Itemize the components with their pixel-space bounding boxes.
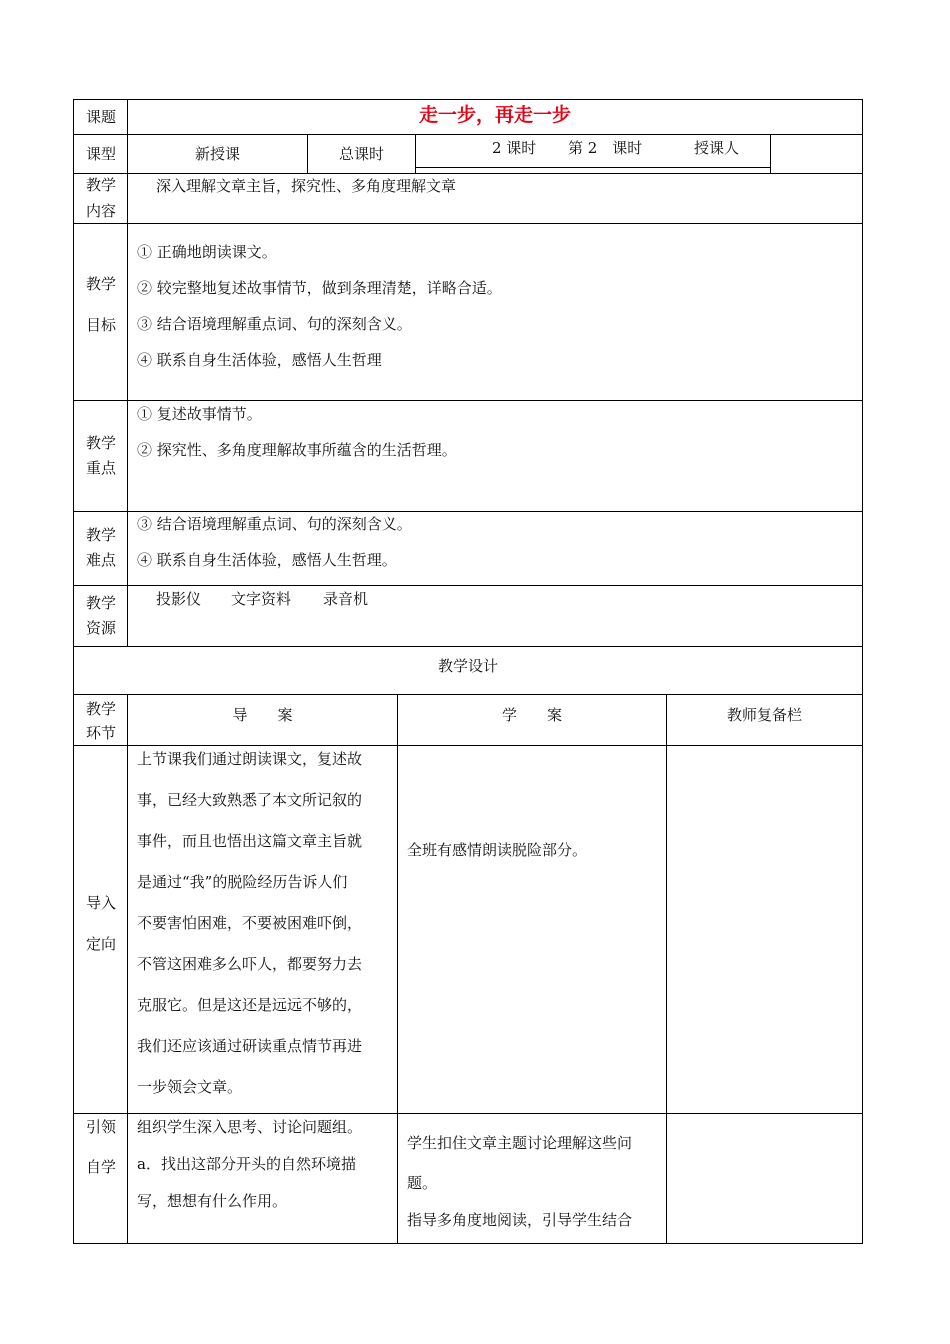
- label-column-divider: [127, 694, 128, 1244]
- stage1-label-line2: 定向: [85, 935, 116, 953]
- difficult-label-line1: 教学: [85, 526, 116, 544]
- stage1-guide-line: 上节课我们通过朗读课文，复述故: [137, 750, 363, 768]
- row-divider: [73, 585, 863, 586]
- design-heading: 教学设计: [437, 657, 498, 675]
- content-label-line1: 教学: [85, 176, 116, 194]
- difficult-item: ③ 结合语境理解重点词、句的深刻含义。: [137, 515, 412, 533]
- row-divider: [73, 646, 863, 647]
- table-border-top: [73, 99, 863, 100]
- table-border-bottom: [73, 1243, 863, 1244]
- total-hours-label: 总课时: [338, 145, 384, 163]
- difficult-item: ④ 联系自身生活体验，感悟人生哲理。: [137, 551, 397, 569]
- row-divider: [73, 223, 863, 224]
- goal-item: ② 较完整地复述故事情节，做到条理清楚，详略合适。: [137, 279, 502, 297]
- resource-label-line1: 教学: [85, 594, 116, 612]
- type-label: 课型: [85, 145, 116, 163]
- stage1-guide-line: 我们还应该通过研读重点情节再进: [137, 1037, 363, 1055]
- study-column-header: 学 案: [501, 706, 562, 724]
- cell-divider: [770, 134, 771, 174]
- stage-header-line1: 教学: [85, 700, 116, 718]
- stage2-guide-line: 组织学生深入思考、讨论问题组。: [137, 1118, 363, 1136]
- content-label-line2: 内容: [85, 202, 116, 220]
- goal-item: ④ 联系自身生活体验，感悟人生哲理: [137, 351, 382, 369]
- stage1-guide-line: 克服它。但是这还是远远不够的，: [137, 996, 363, 1014]
- current-hour-value: 第 2 课时: [568, 139, 643, 157]
- cell-divider: [415, 134, 416, 174]
- key-label-line2: 重点: [85, 459, 116, 477]
- row-divider: [73, 173, 863, 174]
- stage1-guide-line: 不管这困难多么吓人，都要努力去: [137, 955, 363, 973]
- study-column-divider: [666, 694, 667, 1244]
- stage1-label-line1: 导入: [85, 894, 116, 912]
- label-column-divider: [127, 99, 128, 647]
- difficult-label-line2: 难点: [85, 551, 116, 569]
- stage1-guide-line: 事件，而且也悟出这篇文章主旨就: [137, 832, 363, 850]
- resource-item: 文字资料: [231, 590, 292, 608]
- teacher-label: 授课人: [694, 139, 740, 157]
- stage2-guide-line: a．找出这部分开头的自然环境描: [137, 1155, 356, 1173]
- key-label-line1: 教学: [85, 434, 116, 452]
- goal-item: ① 正确地朗读课文。: [137, 243, 277, 261]
- type-value: 新授课: [194, 145, 240, 163]
- goal-item: ③ 结合语境理解重点词、句的深刻含义。: [137, 315, 412, 333]
- stage2-study-line: 学生扣住文章主题讨论理解这些问: [407, 1134, 633, 1152]
- table-border-right: [862, 99, 863, 1244]
- cell-inner-rule: [415, 167, 770, 168]
- row-divider: [73, 134, 863, 135]
- stage2-label-line1: 引领: [85, 1118, 116, 1136]
- row-divider: [73, 694, 863, 695]
- row-divider: [73, 400, 863, 401]
- goals-label-line1: 教学: [85, 275, 116, 293]
- stage2-study-line: 指导多角度地阅读，引导学生结合: [407, 1211, 633, 1229]
- resource-label-line2: 资源: [85, 619, 116, 637]
- stage1-study-text: 全班有感情朗读脱险部分。: [407, 841, 588, 859]
- guide-column-header: 导 案: [232, 706, 293, 724]
- row-divider: [73, 1113, 863, 1114]
- stage1-guide-line: 是通过“我”的脱险经历告诉人们: [137, 873, 348, 891]
- content-text: 深入理解文章主旨，探究性、多角度理解文章: [156, 177, 457, 195]
- stage-header-line2: 环节: [85, 724, 116, 742]
- stage1-guide-line: 一步领会文章。: [137, 1078, 243, 1096]
- subject-label: 课题: [85, 108, 116, 126]
- stage2-study-line: 题。: [407, 1174, 438, 1192]
- resource-item: 录音机: [323, 590, 369, 608]
- row-divider: [73, 745, 863, 746]
- guide-column-divider: [397, 694, 398, 1244]
- stage2-label-line2: 自学: [85, 1158, 116, 1176]
- page-title: 走一步，再走一步: [418, 104, 571, 126]
- goals-label-line2: 目标: [85, 316, 116, 334]
- key-item: ① 复述故事情节。: [137, 405, 262, 423]
- key-item: ② 探究性、多角度理解故事所蕴含的生活哲理。: [137, 441, 457, 459]
- resource-item: 投影仪: [156, 590, 202, 608]
- row-divider: [73, 511, 863, 512]
- notes-column-header: 教师复备栏: [726, 706, 802, 724]
- stage1-guide-line: 不要害怕困难，不要被困难吓倒，: [137, 914, 363, 932]
- stage2-guide-line: 写，想想有什么作用。: [137, 1192, 288, 1210]
- total-hours-value: 2 课时: [492, 139, 537, 157]
- stage1-guide-line: 事，已经大致熟悉了本文所记叙的: [137, 791, 363, 809]
